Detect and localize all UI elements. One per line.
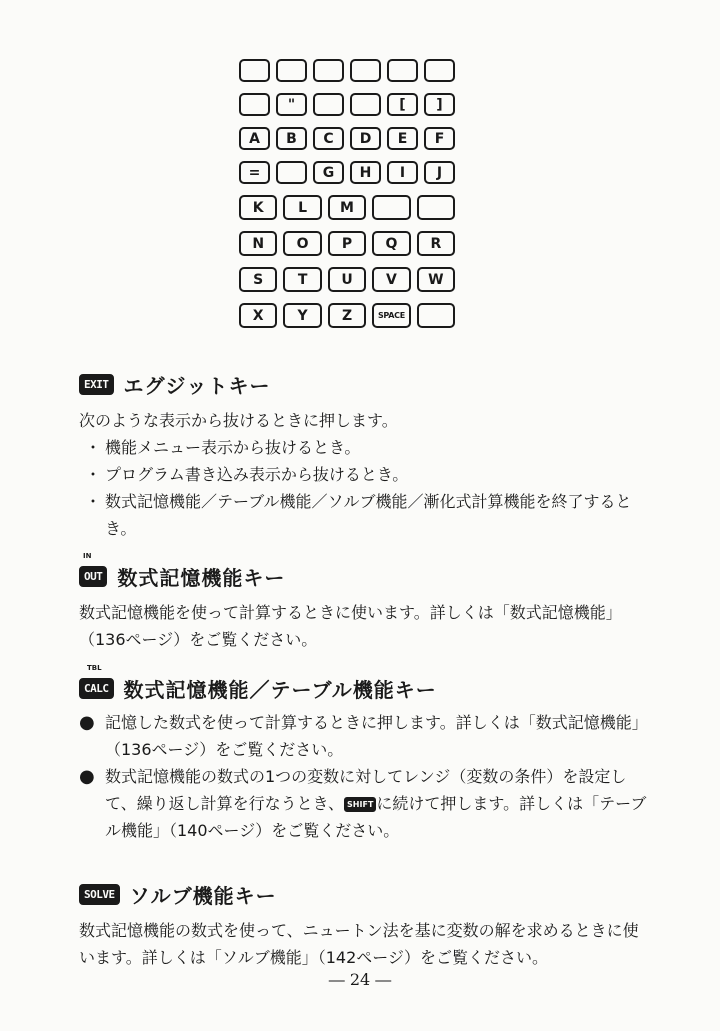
keypad-key: I bbox=[387, 161, 418, 184]
keypad-key bbox=[350, 93, 381, 116]
shift-key-icon: SHIFT bbox=[344, 797, 376, 812]
keypad-key: " bbox=[276, 93, 307, 116]
keypad-key: R bbox=[417, 231, 455, 256]
keypad-illustration bbox=[239, 59, 455, 339]
keypad-key: ] bbox=[424, 93, 455, 116]
keypad-key: O bbox=[283, 231, 321, 256]
keypad-key: F bbox=[424, 127, 455, 150]
exit-description: 次のような表示から抜けるときに押します。 bbox=[79, 411, 398, 430]
out-key-section bbox=[79, 552, 649, 653]
keypad-key: B bbox=[276, 127, 307, 150]
keypad-key bbox=[417, 195, 455, 220]
keypad-key: C bbox=[313, 127, 344, 150]
page-number: ― 24 ― bbox=[328, 970, 392, 989]
keypad-row bbox=[239, 93, 455, 116]
keypad-key: J bbox=[424, 161, 455, 184]
exit-key-icon: EXIT bbox=[79, 374, 114, 395]
solve-key-icon: SOLVE bbox=[79, 884, 120, 905]
keypad-row bbox=[239, 161, 455, 184]
exit-heading bbox=[79, 370, 649, 399]
keypad-key: G bbox=[313, 161, 344, 184]
calc-key-icon: CALC bbox=[79, 678, 114, 699]
keypad-row bbox=[239, 59, 455, 82]
keypad-key: H bbox=[350, 161, 381, 184]
list-item: ・ 機能メニュー表示から抜けるとき。 bbox=[85, 438, 361, 457]
keypad-key bbox=[239, 93, 270, 116]
keypad-key bbox=[276, 59, 307, 82]
keypad-key: N bbox=[239, 231, 277, 256]
keypad-key: [ bbox=[387, 93, 418, 116]
solve-key-section bbox=[79, 880, 649, 971]
keypad-row bbox=[239, 267, 455, 292]
keypad-key: E bbox=[387, 127, 418, 150]
keypad-key: Q bbox=[372, 231, 410, 256]
keypad-key: SPACE bbox=[372, 303, 410, 328]
keypad-key: D bbox=[350, 127, 381, 150]
list-item: ・ プログラム書き込み表示から抜けるとき。 bbox=[85, 465, 409, 484]
keypad-key: M bbox=[328, 195, 366, 220]
keypad-key bbox=[313, 93, 344, 116]
keypad-key bbox=[372, 195, 410, 220]
out-key-icon: OUT bbox=[79, 566, 107, 587]
keypad-key bbox=[417, 303, 455, 328]
tbl-shift-label: TBL bbox=[87, 664, 102, 672]
out-title: 数式記憶機能キー bbox=[117, 566, 286, 590]
keypad-row bbox=[239, 303, 455, 328]
keypad-row bbox=[239, 231, 455, 256]
keypad-key: V bbox=[372, 267, 410, 292]
keypad-key bbox=[350, 59, 381, 82]
keypad-key bbox=[424, 59, 455, 82]
in-shift-label: IN bbox=[83, 552, 92, 560]
list-item: ● 数式記憶機能の数式の1つの変数に対してレンジ（変数の条件）を設定して、繰り返し計算を行なうとき、 SHIFT に続けて押します。詳しくは「テーブル機能」（140ページ）をご覧ください。 bbox=[79, 766, 647, 840]
keypad-key bbox=[387, 59, 418, 82]
solve-description: 数式記憶機能の数式を使って、ニュートン法を基に変数の解を求めるときに使います。詳しくは「ソルブ機能」（142ページ）をご覧ください。 bbox=[79, 921, 639, 967]
solve-title: ソルブ機能キー bbox=[129, 884, 277, 908]
calc-key-section bbox=[79, 664, 649, 844]
keypad-key: L bbox=[283, 195, 321, 220]
keypad-row bbox=[239, 195, 455, 220]
out-description: 数式記憶機能を使って計算するときに使います。詳しくは「数式記憶機能」（136ページ）をご覧ください。 bbox=[79, 603, 622, 649]
keypad-key: = bbox=[239, 161, 270, 184]
keypad-key: K bbox=[239, 195, 277, 220]
calc-title: 数式記憶機能／テーブル機能キー bbox=[123, 678, 437, 702]
keypad-row bbox=[239, 127, 455, 150]
exit-title: エグジットキー bbox=[123, 374, 271, 398]
keypad-key: Z bbox=[328, 303, 366, 328]
keypad-key: U bbox=[328, 267, 366, 292]
keypad-key bbox=[313, 59, 344, 82]
list-item: ・ 数式記憶機能／テーブル機能／ソルブ機能／漸化式計算機能を終了するとき。 bbox=[85, 492, 632, 538]
keypad-key bbox=[276, 161, 307, 184]
solve-heading bbox=[79, 880, 649, 909]
list-item: ● 記憶した数式を使って計算するときに押します。詳しくは「数式記憶機能」（136ページ）をご覧ください。 bbox=[79, 712, 648, 759]
keypad-key: W bbox=[417, 267, 455, 292]
keypad-key: P bbox=[328, 231, 366, 256]
keypad-key: S bbox=[239, 267, 277, 292]
out-heading bbox=[79, 562, 649, 591]
calc-heading bbox=[79, 674, 649, 703]
keypad-key: X bbox=[239, 303, 277, 328]
keypad-key: T bbox=[283, 267, 321, 292]
keypad-key: A bbox=[239, 127, 270, 150]
keypad-key: Y bbox=[283, 303, 321, 328]
exit-key-section bbox=[79, 370, 649, 542]
keypad-key bbox=[239, 59, 270, 82]
